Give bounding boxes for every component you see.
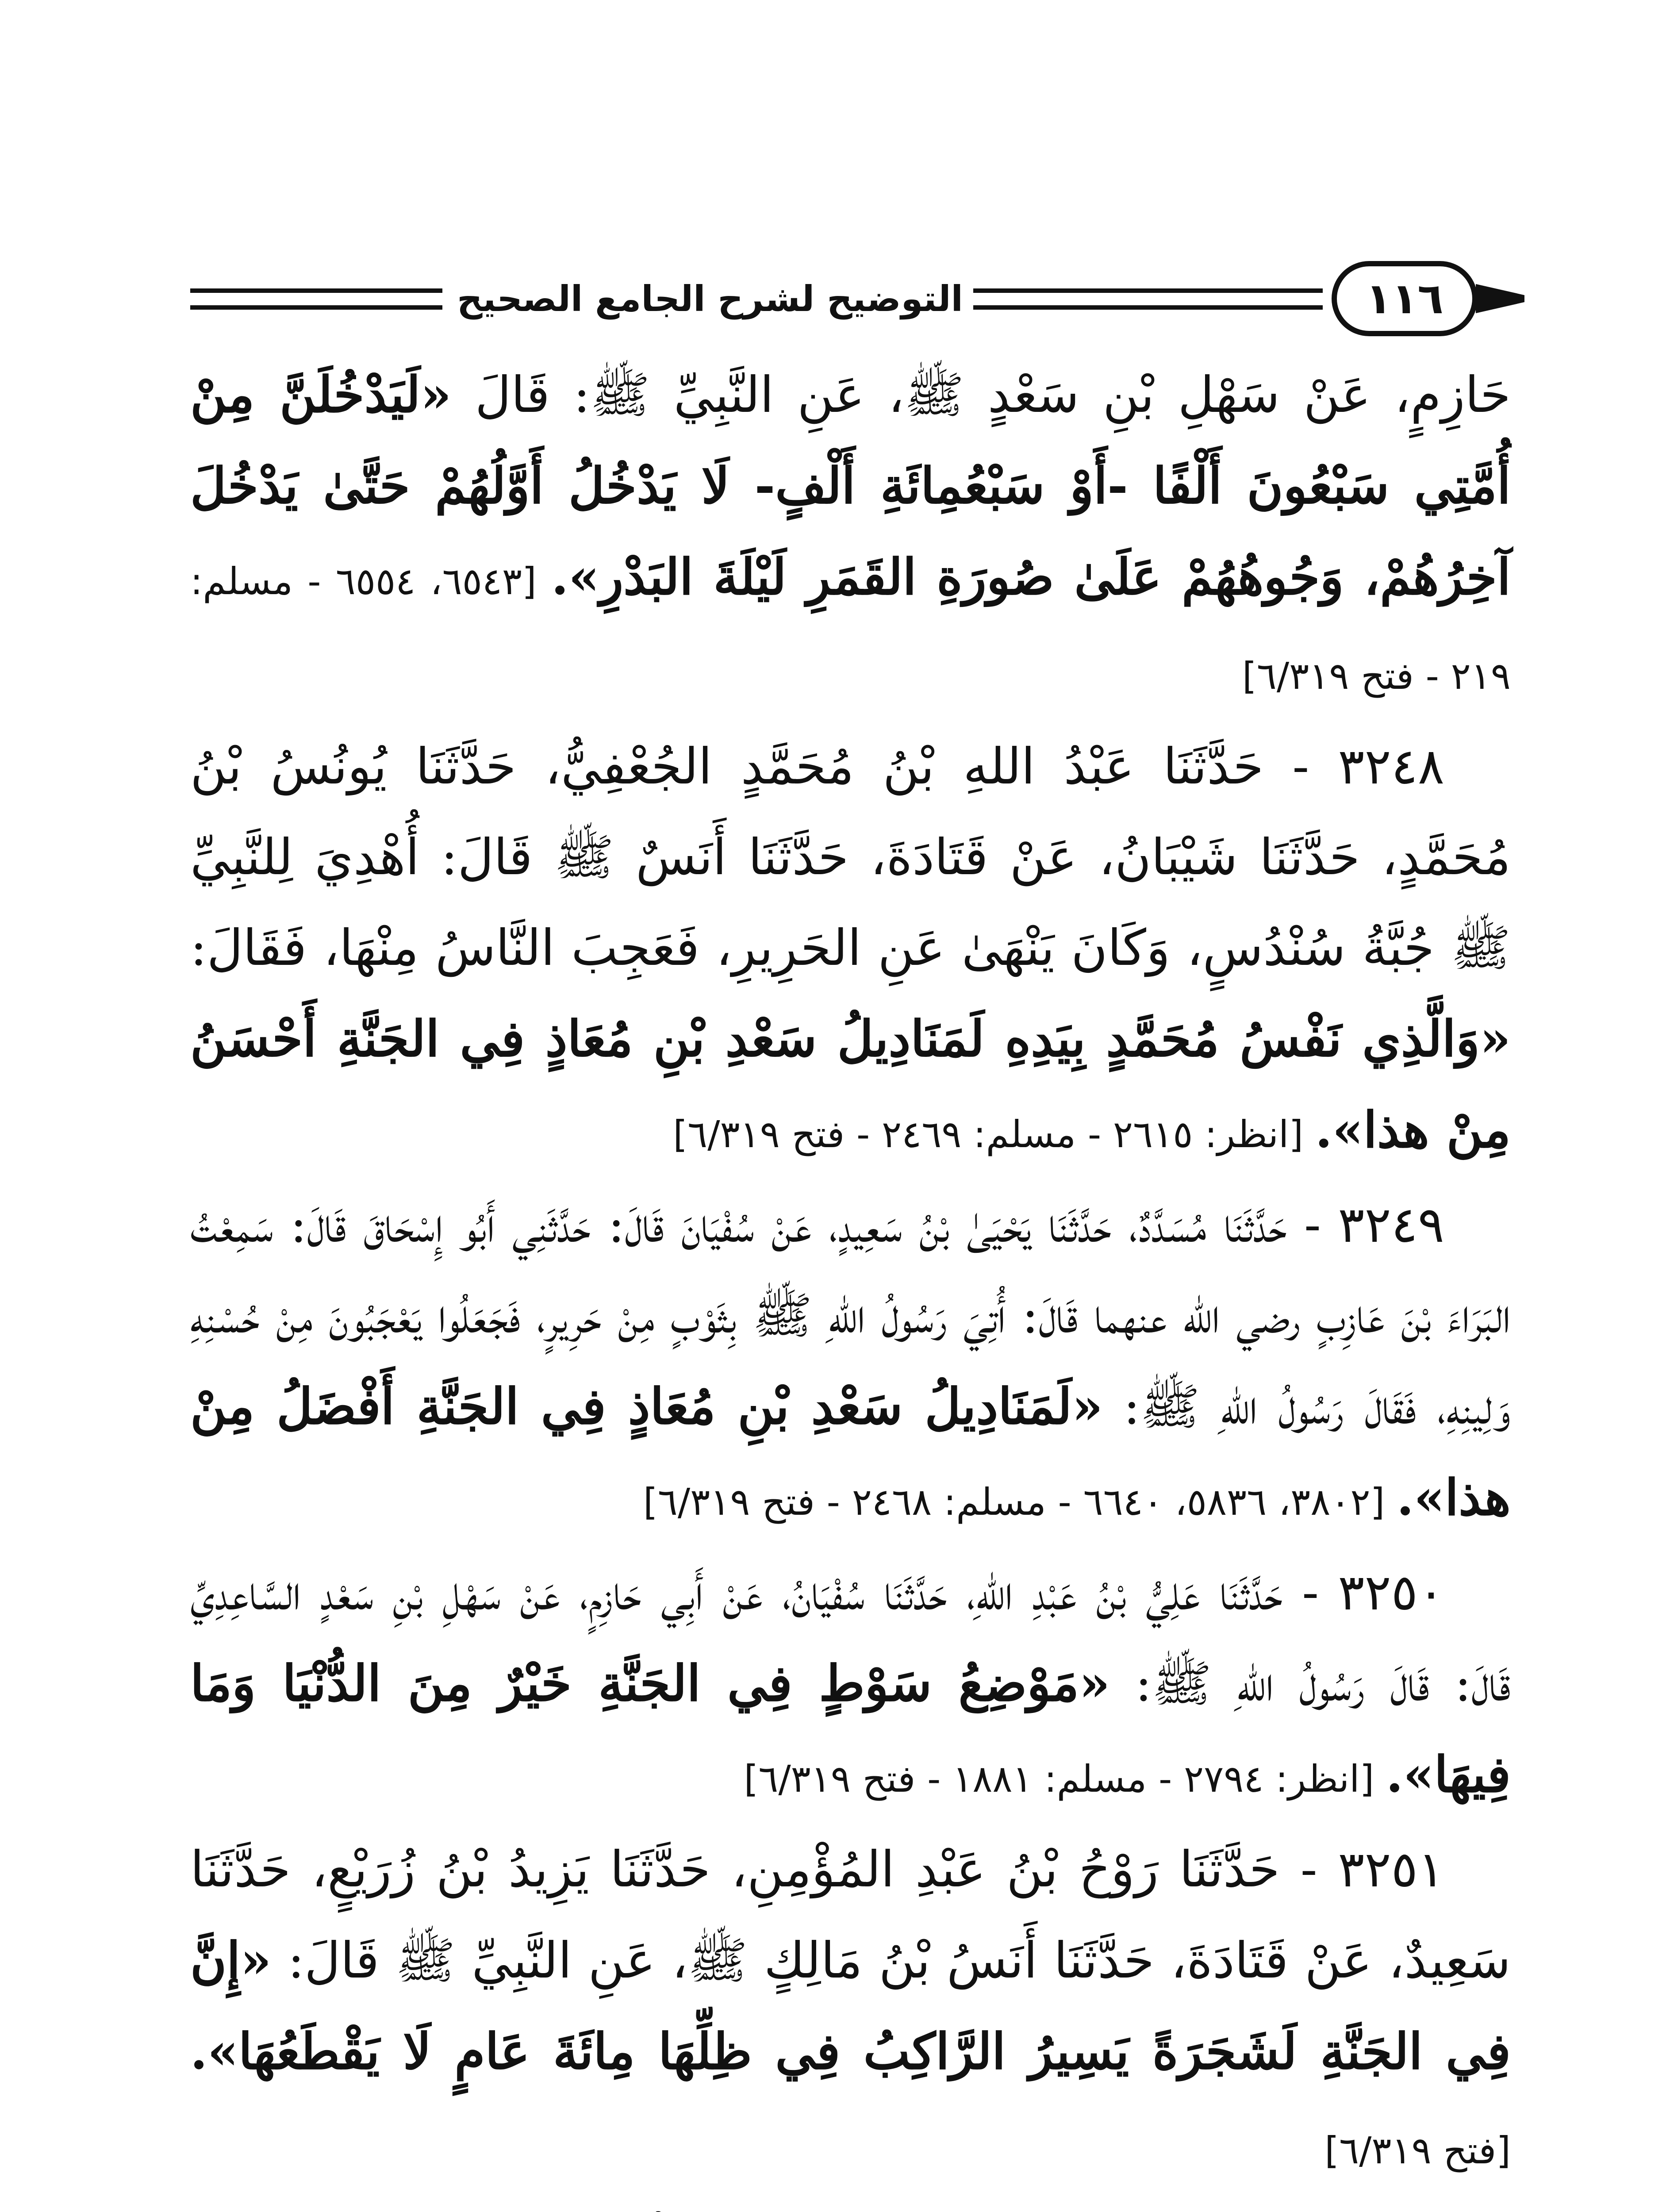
hadith-isnad: حَازِمٍ، عَنْ سَهْلِ بْنِ سَعْدٍ ﷺ، عَنِ النَّبِيِّ ﷺ: قَالَ	[451, 366, 1511, 424]
running-title: التوضيح لشرح الجامع الصحيح	[457, 278, 963, 319]
hadith-paragraph	[190, 349, 1511, 722]
hadith-reference: [انظر: ٢٦١٥ - مسلم: ٢٤٦٩ - فتح ٦/٣١٩]	[673, 1113, 1315, 1156]
hadith-reference: [فتح ٦/٣١٩]	[1324, 2129, 1511, 2172]
hadith-matn: «إِنَّ فِي الجَنَّةِ لَشَجَرَةً يَسِيرُ الرَّاكِبُ فِي ظِلِّهَا مِائَةَ عَامٍ لَا يَقْطَعُهَا».	[190, 1932, 1511, 2081]
hadith-paragraph	[190, 1548, 1511, 1824]
hadith-paragraph	[190, 1180, 1511, 1548]
hadith-isnad: - حَدَّثَنَا عَبْدُ اللهِ بْنُ مُحَمَّدٍ الجُعْفِيُّ، حَدَّثَنَا يُونُسُ بْنُ مُحَمَّدٍ، حَدَّثَنَا شَيْبَانُ، عَنْ قَتَادَةَ، حَدَّثَنَا أَنَسٌ ﷺ قَالَ: أُهْدِيَ لِلنَّبِيِّ ﷺ جُبَّةُ سُنْدُسٍ، وَكَانَ يَنْهَىٰ عَنِ الحَرِيرِ، فَعَجِبَ النَّاسُ مِنْهَا، فَقَالَ:	[190, 738, 1511, 977]
hadith-number: ٣٢٤٨	[1338, 738, 1444, 795]
hadith-paragraph	[190, 722, 1511, 1180]
hadith-number: ٣٢٥٠	[1338, 1564, 1444, 1621]
page-number-badge: ١١٦	[1332, 261, 1478, 336]
hadith-matn: «وَالَّذِي نَفْسُ مُحَمَّدٍ بِيَدِهِ لَمَنَادِيلُ سَعْدِ بْنِ مُعَاذٍ فِي الجَنَّةِ أَحْسَنُ مِنْ هذا».	[190, 1010, 1511, 1159]
page-header	[181, 261, 1522, 341]
page-body	[190, 349, 1511, 2212]
header-rule	[190, 305, 442, 310]
hadith-isnad: - حَدَّثَنَا مُسَدَّدٌ، حَدَّثَنَا يَحْيَىٰ بْنُ سَعِيدٍ، عَنْ سُفْيَانَ قَالَ: حَدَّثَنِي أَبُو إِسْحَاقَ قَالَ: سَمِعْتُ البَرَاءَ بْنَ عَازِبٍ رضي الله عنهما قَالَ: أُتِيَ رَسُولُ اللهِ ﷺ بِثَوْبٍ مِنْ حَرِيرٍ، فَجَعَلُوا يَعْجَبُونَ مِنْ حُسْنِهِ وَلِينِهِ، فَقَالَ رَسُولُ اللهِ ﷺ:	[190, 1196, 1511, 1436]
header-rule	[973, 288, 1323, 293]
hadith-number: ٣٢٤٩	[1338, 1196, 1444, 1254]
hadith-reference: [٣٨٠٢، ٥٨٣٦، ٦٦٤٠ - مسلم: ٢٤٦٨ - فتح ٦/٣١٩]	[643, 1480, 1397, 1524]
header-rule	[190, 288, 442, 293]
hadith-reference: [انظر: ٢٧٩٤ - مسلم: ١٨٨١ - فتح ٦/٣١٩]	[744, 1757, 1386, 1801]
hadith-reference: [٦٥٤٣، ٦٥٥٤ - مسلم: ٢١٩ - فتح ٦/٣١٩]	[190, 560, 1511, 698]
hadith-paragraph	[190, 1824, 1511, 2196]
hadith-matn: «لَمَنَادِيلُ سَعْدِ بْنِ مُعَاذٍ فِي الجَنَّةِ أَفْضَلُ مِنْ هذا».	[190, 1378, 1511, 1527]
hadith-number: ٣٢٥١	[1338, 1841, 1444, 1898]
hadith-isnad: - حَدَّثَنَا عَلِيُّ بْنُ عَبْدِ اللهِ، حَدَّثَنَا سُفْيَانُ، عَنْ أَبِي حَازِمٍ، عَنْ سَهْلِ بْنِ سَعْدٍ السَّاعِدِيِّ قَالَ: قَالَ رَسُولُ اللهِ ﷺ:	[190, 1564, 1511, 1713]
header-rule	[973, 305, 1323, 310]
hadith-matn: «لَيَدْخُلَنَّ مِنْ أُمَّتِي سَبْعُونَ أَلْفًا -أَوْ سَبْعُمِائَةِ أَلْفٍ- لَا يَدْخُلُ أَوَّلُهُمْ حَتَّىٰ يَدْخُلَ آخِرُهُمْ، وَجُوهُهُمْ عَلَىٰ صُورَةِ القَمَرِ لَيْلَةَ البَدْرِ».	[190, 366, 1511, 606]
hadith-paragraph	[190, 2196, 1511, 2212]
hadith-isnad: - حَدَّثَنَا رَوْحُ بْنُ عَبْدِ المُؤْمِنِ، حَدَّثَنَا يَزِيدُ بْنُ زُرَيْعٍ، حَدَّثَنَا سَعِيدٌ، عَنْ قَتَادَةَ، حَدَّثَنَا أَنَسُ بْنُ مَالِكٍ ﷺ، عَنِ النَّبِيِّ ﷺ قَالَ:	[190, 1841, 1511, 1989]
hadith-matn: «مَوْضِعُ سَوْطٍ فِي الجَنَّةِ خَيْرٌ مِنَ الدُّنْيَا وَمَا فِيهَا».	[190, 1655, 1511, 1804]
badge-ornament	[1476, 284, 1524, 313]
